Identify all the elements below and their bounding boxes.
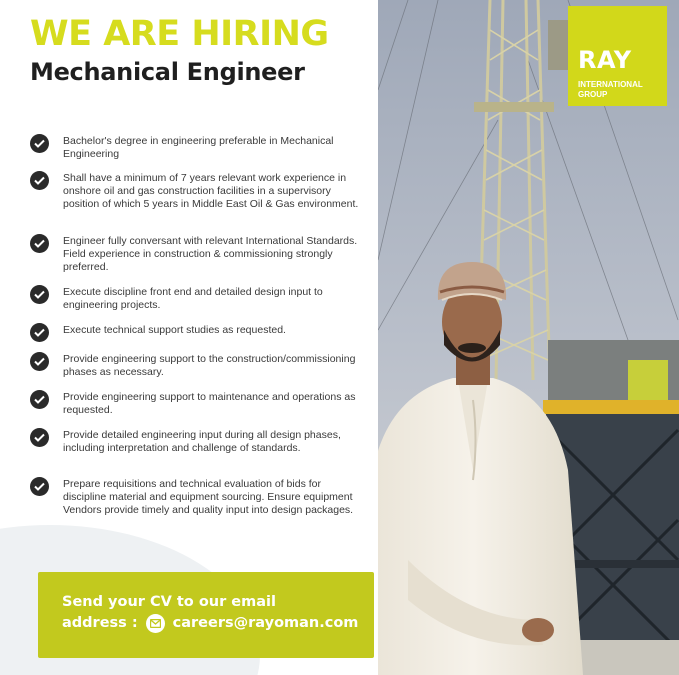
cta-text: Send your CV to our email	[62, 594, 276, 610]
check-icon	[30, 390, 49, 409]
requirement-text: Bachelor's degree in engineering preferable in Mechanical Engineering	[63, 135, 334, 160]
check-icon	[30, 285, 49, 304]
cta-address-label: address :	[62, 615, 138, 631]
requirement-text: Shall have a minimum of 7 years relevant work experience in onshore oil and gas construction facilities in a supervisory position of which 5 years in Middle East Oil & Gas environment.	[63, 172, 359, 210]
check-icon	[30, 428, 49, 447]
mail-icon	[146, 614, 165, 633]
logo-wordmark: RAY	[578, 46, 632, 74]
check-icon	[30, 134, 49, 153]
check-icon	[30, 323, 49, 342]
cta-email-row	[62, 612, 358, 634]
job-title: Mechanical Engineer	[30, 58, 305, 86]
check-icon	[30, 477, 49, 496]
requirement-text: Prepare requisitions and technical evaluation of bids for discipline material and equipment sourcing. Ensure equipment Vendors provide timely and quality input into design packages.	[63, 478, 354, 516]
email-link[interactable]: careers@rayoman.com	[172, 615, 359, 631]
cv-call-to-action	[38, 572, 374, 658]
ray-logo	[568, 6, 667, 106]
requirement-text: Engineer fully conversant with relevant International Standards. Field experience in construction & commissioning strongly preferred.	[63, 235, 358, 273]
check-icon	[30, 352, 49, 371]
requirement-text: Provide detailed engineering input during all design phases, including interpretation and challenge of standards.	[63, 429, 341, 454]
check-icon	[30, 171, 49, 190]
hiring-headline: WE ARE HIRING	[30, 14, 329, 54]
requirement-text: Provide engineering support to the construction/commissioning phases as necessary.	[63, 353, 356, 378]
requirement-text: Execute discipline front end and detailed design input to engineering projects.	[63, 286, 323, 311]
check-icon	[30, 234, 49, 253]
requirement-text: Provide engineering support to maintenance and operations as requested.	[63, 391, 356, 416]
requirement-text: Execute technical support studies as requested.	[63, 324, 286, 336]
logo-subtitle: INTERNATIONAL GROUP	[578, 80, 643, 99]
